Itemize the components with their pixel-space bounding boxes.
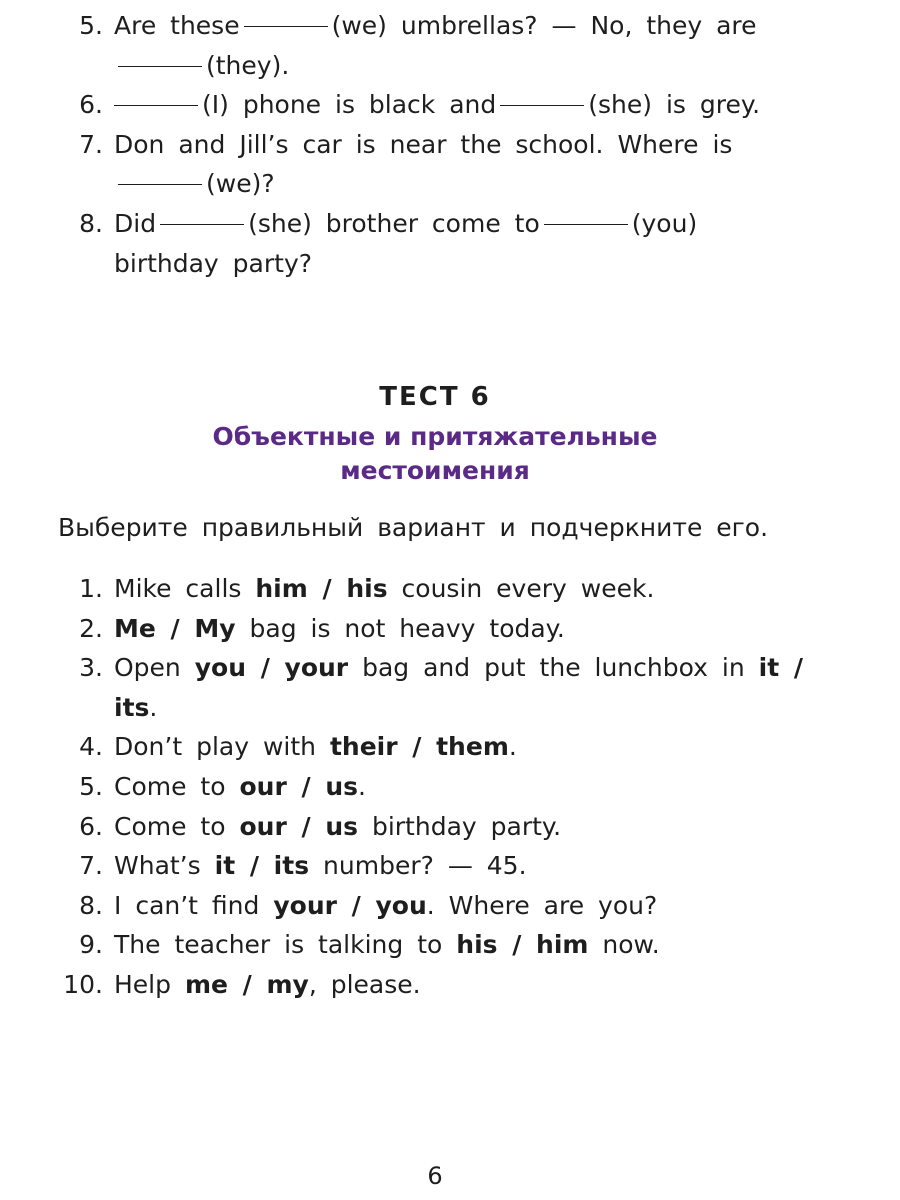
item-text: cousin every week. (401, 574, 655, 603)
item-text: Don and Jill’s car is near the school. Where is (114, 129, 733, 159)
list-item (0, 886, 814, 926)
item-number: 3. (79, 653, 103, 683)
answer-choice[interactable]: you / your (194, 653, 349, 683)
list-item (0, 846, 814, 886)
fill-in-exercise (0, 6, 900, 283)
item-number: 6. (79, 90, 103, 120)
item-text: bag is not heavy today. (249, 613, 565, 643)
item-number: 1. (79, 574, 103, 603)
item-text: Mike calls (114, 574, 242, 603)
answer-blank[interactable] (544, 224, 628, 225)
item-text: bag and put the lunchbox in (362, 653, 745, 683)
answer-choice[interactable]: Me / My (114, 613, 236, 643)
item-text: Don’t play with (114, 732, 317, 762)
item-text: (we)? (206, 169, 275, 199)
item-text: Did (114, 208, 157, 238)
test-subtitle (0, 420, 870, 488)
answer-blank[interactable] (160, 224, 244, 225)
page-number: 6 (427, 1162, 443, 1190)
item-number: 9. (79, 930, 103, 960)
answer-choice[interactable]: him / his (255, 574, 388, 603)
item-text: now. (602, 930, 660, 960)
item-number: 8. (79, 890, 103, 920)
item-text: Come to (114, 771, 226, 801)
item-text: (we) umbrellas? — No, they are (331, 11, 757, 40)
item-text: . (358, 771, 366, 801)
answer-blank[interactable] (114, 105, 198, 106)
item-text: . (149, 692, 158, 722)
list-item (0, 125, 814, 204)
subtitle-line: Объектные и притяжательные (212, 422, 658, 451)
item-text: (she) brother come to (248, 208, 540, 238)
item-text: Open (114, 653, 181, 683)
item-text: (you) birthday party? (114, 208, 698, 278)
item-number: 10. (63, 969, 103, 999)
item-text: , please. (308, 969, 421, 999)
answer-choice[interactable]: your / you (273, 890, 427, 920)
item-number: 4. (79, 732, 103, 762)
item-text: . (508, 732, 517, 762)
list-item (0, 767, 814, 807)
answer-choice[interactable]: their / them (329, 732, 509, 762)
test-title: ТЕСТ 6 (379, 382, 491, 412)
item-number: 2. (79, 613, 103, 643)
answer-choice[interactable]: our / us (239, 811, 359, 841)
answer-choice[interactable]: it / its (214, 851, 310, 881)
item-text: birthday party. (371, 811, 562, 841)
item-text: . Where are you? (426, 890, 658, 920)
list-item (0, 6, 814, 85)
item-text: (she) is grey. (588, 90, 761, 120)
answer-blank[interactable] (118, 66, 202, 67)
list-item (0, 648, 814, 727)
item-text: Come to (114, 811, 226, 841)
list-item (0, 85, 814, 125)
answer-choice[interactable]: our / us (239, 771, 359, 801)
answer-blank[interactable] (244, 26, 328, 27)
item-number: 6. (79, 811, 103, 841)
item-text: The teacher is talking to (114, 930, 443, 960)
list-item (0, 569, 814, 609)
item-text: Help (114, 969, 171, 999)
item-text: Are these (114, 11, 240, 40)
item-number: 5. (79, 11, 103, 40)
item-text: (I) phone is black and (202, 90, 497, 120)
answer-blank[interactable] (118, 184, 202, 185)
list-item (0, 925, 814, 965)
item-text: What’s (114, 851, 201, 881)
answer-choice[interactable]: it / its (114, 653, 803, 722)
item-text: (they). (206, 50, 290, 80)
choice-exercise (0, 569, 900, 1005)
item-text: number? — 45. (323, 851, 527, 881)
answer-choice[interactable]: me / my (184, 969, 309, 999)
item-number: 7. (79, 851, 103, 881)
list-item (0, 965, 814, 1005)
list-item (0, 807, 814, 847)
answer-choice[interactable]: his / him (456, 930, 589, 960)
list-item (0, 609, 814, 649)
item-number: 8. (79, 208, 103, 238)
item-text: I can’t find (114, 890, 260, 920)
list-item (0, 727, 814, 767)
subtitle-line: местоимения (340, 456, 530, 485)
item-number: 7. (79, 129, 103, 159)
item-number: 5. (79, 771, 103, 801)
answer-blank[interactable] (500, 105, 584, 106)
instruction-text: Выберите правильный вариант и подчеркните его. (58, 513, 769, 542)
list-item (0, 204, 814, 283)
